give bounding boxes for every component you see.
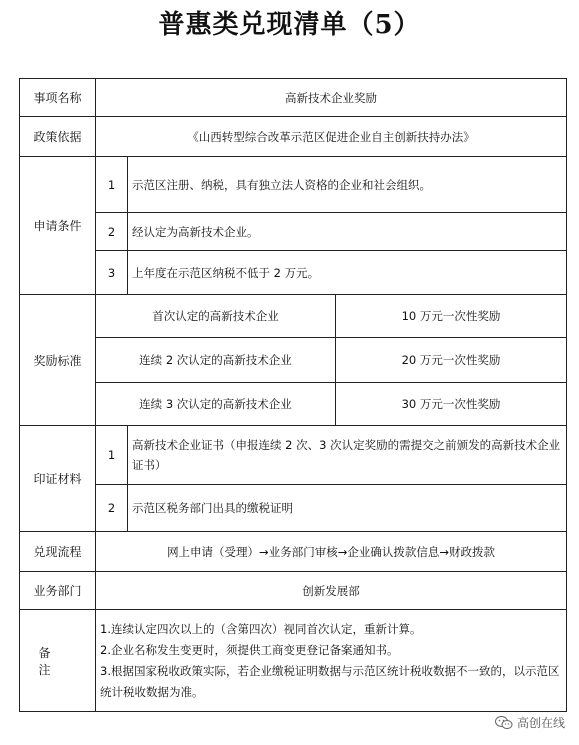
reward-amount: 30 万元一次性奖励 <box>336 383 567 426</box>
row-process <box>20 532 567 572</box>
row-reward-3 <box>20 383 567 426</box>
row-reward-1 <box>20 295 567 338</box>
row-department <box>20 572 567 610</box>
row-condition-3 <box>20 251 567 295</box>
row-proof-1 <box>20 426 567 485</box>
condition-number: 3 <box>96 251 128 295</box>
row-condition-2 <box>20 213 567 251</box>
watermark-text: 高创在线 <box>516 716 565 730</box>
policy-basis-label: 政策依据 <box>20 117 96 157</box>
item-name-value: 高新技术企业奖励 <box>96 79 567 117</box>
row-reward-2 <box>20 338 567 383</box>
wechat-icon <box>495 716 513 730</box>
row-proof-2 <box>20 485 567 532</box>
item-name-label: 事项名称 <box>20 79 96 117</box>
row-remarks <box>20 610 567 712</box>
remarks-label: 备注 <box>20 610 96 712</box>
condition-text: 上年度在示范区纳税不低于 2 万元。 <box>128 251 567 295</box>
policy-basis-value: 《山西转型综合改革示范区促进企业自主创新扶持办法》 <box>96 117 567 157</box>
proof-number: 2 <box>96 485 128 532</box>
row-policy-basis <box>20 117 567 157</box>
reward-standard-label: 奖励标准 <box>20 295 96 426</box>
process-value: 网上申请（受理）→业务部门审核→企业确认拨款信息→财政拨款 <box>96 532 567 572</box>
condition-number: 1 <box>96 157 128 213</box>
reward-amount: 20 万元一次性奖励 <box>336 338 567 383</box>
proof-materials-label: 印证材料 <box>20 426 96 532</box>
row-condition-1 <box>20 157 567 213</box>
reward-condition: 首次认定的高新技术企业 <box>96 295 336 338</box>
remarks-content <box>96 610 567 712</box>
policy-table <box>19 78 567 712</box>
page-title: 普惠类兑现清单（5） <box>158 10 421 40</box>
watermark <box>495 714 565 731</box>
condition-text: 示范区注册、纳税，具有独立法人资格的企业和社会组织。 <box>128 157 567 213</box>
department-value: 创新发展部 <box>96 572 567 610</box>
reward-condition: 连续 2 次认定的高新技术企业 <box>96 338 336 383</box>
remark-line: 2.企业名称发生变更时，须提供工商变更登记备案通知书。 <box>100 642 399 657</box>
proof-text: 高新技术企业证书（申报连续 2 次、3 次认定奖励的需提交之前颁发的高新技术企业证书） <box>128 426 567 485</box>
proof-number: 1 <box>96 426 128 485</box>
row-item-name <box>20 79 567 117</box>
reward-amount: 10 万元一次性奖励 <box>336 295 567 338</box>
department-label: 业务部门 <box>20 572 96 610</box>
remark-line: 3.根据国家税收政策实际，若企业缴税证明数据与示范区统计税收数据不一致的，以示范区统计税收数据为准。 <box>100 663 560 699</box>
proof-text: 示范区税务部门出具的缴税证明 <box>128 485 567 532</box>
reward-condition: 连续 3 次认定的高新技术企业 <box>96 383 336 426</box>
process-label: 兑现流程 <box>20 532 96 572</box>
conditions-label: 申请条件 <box>20 157 96 295</box>
condition-number: 2 <box>96 213 128 251</box>
condition-text: 经认定为高新技术企业。 <box>128 213 567 251</box>
remark-line: 1.连续认定四次以上的（含第四次）视同首次认定，重新计算。 <box>100 621 422 636</box>
